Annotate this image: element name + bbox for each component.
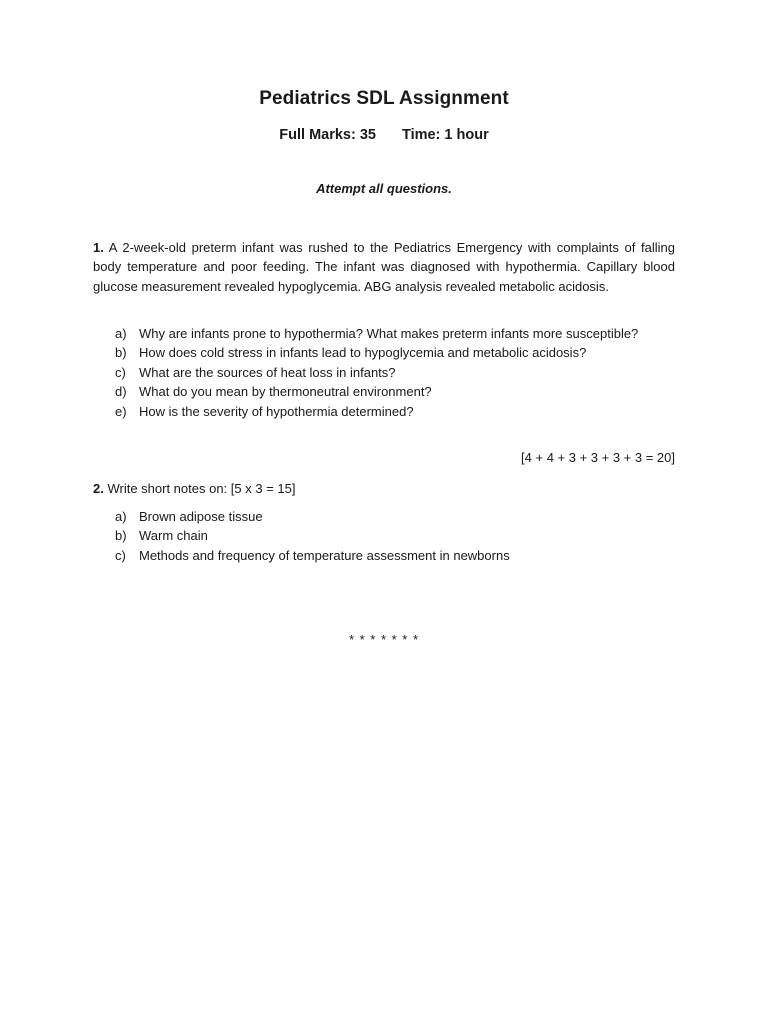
part-text: Warm chain xyxy=(139,528,208,544)
part-text: Methods and frequency of temperature assessment in newborns xyxy=(139,547,510,563)
marks-and-time xyxy=(0,127,768,143)
part-text: Why are infants prone to hypothermia? What makes preterm infants more susceptible? xyxy=(139,326,639,341)
part-label: e) xyxy=(115,403,127,419)
question-1-parts xyxy=(115,324,675,421)
part-label: b) xyxy=(115,528,127,544)
instructions: Attempt all questions. xyxy=(316,181,452,196)
part-label: a) xyxy=(115,509,127,524)
part-text: How is the severity of hypothermia determined? xyxy=(139,403,414,419)
part-label: b) xyxy=(115,345,127,361)
question-1-number: 1. xyxy=(93,240,104,255)
question-1-marks: [4 + 4 + 3 + 3 + 3 + 3 = 20] xyxy=(521,450,675,465)
part-text: What are the sources of heat loss in infants? xyxy=(139,364,396,380)
list-item xyxy=(115,507,675,526)
full-marks: Full Marks: 35 xyxy=(279,127,376,143)
part-label: c) xyxy=(115,547,126,563)
question-1-body: A 2-week-old preterm infant was rushed to the Pediatrics Emergency with complaints of falling body temperature and poor feeding. The infant was diagnosed with hypothermia. Capillary blood glucose measurement revealed hypoglycemia. ABG analysis revealed metabolic acidosis. xyxy=(93,240,675,294)
time-limit: Time: 1 hour xyxy=(401,127,489,143)
list-item xyxy=(115,324,675,343)
question-2-body: Write short notes on: [5 x 3 = 15] xyxy=(103,481,296,496)
part-text: How does cold stress in infants lead to hypoglycemia and metabolic acidosis? xyxy=(139,345,587,361)
list-item xyxy=(115,546,675,565)
list-item xyxy=(115,382,675,401)
list-item xyxy=(115,363,675,382)
list-item xyxy=(115,402,675,421)
part-text: Brown adipose tissue xyxy=(139,509,263,524)
list-item xyxy=(115,526,675,545)
question-1-text xyxy=(93,238,675,296)
part-text: What do you mean by thermoneutral environment? xyxy=(139,384,432,400)
question-2-text xyxy=(93,479,675,498)
question-2-number: 2. xyxy=(93,481,104,496)
document-title: Pediatrics SDL Assignment xyxy=(259,88,509,109)
part-label: a) xyxy=(115,326,127,341)
question-2-parts xyxy=(115,507,675,565)
end-of-paper-mark: * * * * * * * xyxy=(348,632,420,647)
list-item xyxy=(115,343,675,362)
part-label: c) xyxy=(115,364,126,380)
part-label: d) xyxy=(115,384,127,400)
